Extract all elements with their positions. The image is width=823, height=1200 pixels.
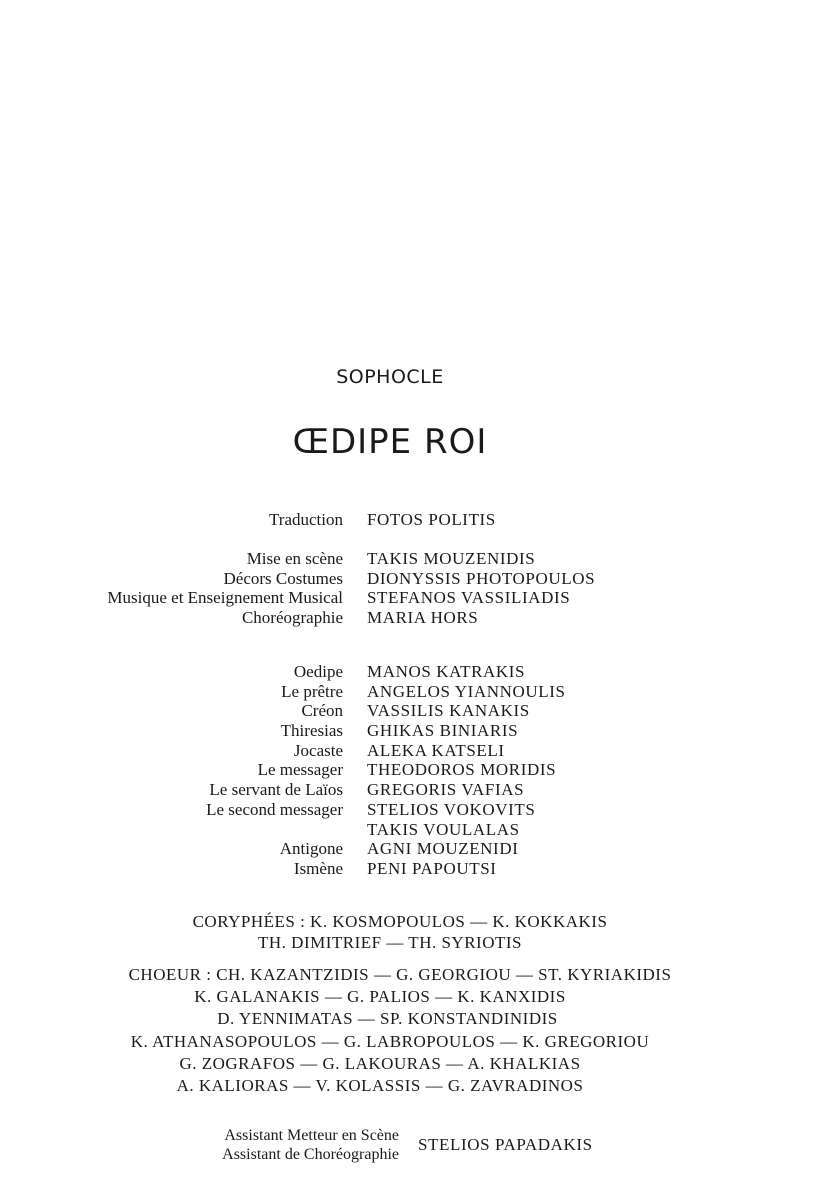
coryphees-line: TH. DIMITRIEF — TH. SYRIOTIS <box>258 932 522 952</box>
cast-row <box>0 800 823 820</box>
author-name: SOPHOCLE <box>336 366 444 388</box>
play-title: ŒDIPE ROI <box>292 422 488 462</box>
credit-name: STEFANOS VASSILIADIS <box>367 588 571 608</box>
cast-actor: MANOS KATRAKIS <box>367 662 526 681</box>
cast-row <box>0 780 823 800</box>
assistant-role: Assistant de Choréographie <box>222 1146 399 1163</box>
crew-credits <box>0 549 823 628</box>
cast-row <box>0 859 823 879</box>
cast-row <box>0 682 823 702</box>
cast-role: Thiresias <box>280 721 343 741</box>
assistant-roles <box>222 1126 399 1164</box>
cast-actor: ANGELOS YIANNOULIS <box>367 681 566 701</box>
cast-role: Jocaste <box>293 740 343 760</box>
choeur-line: D. YENNIMATAS — SP. KONSTANDINIDIS <box>217 1009 558 1029</box>
cast-actor: AGNI MOUZENIDI <box>367 839 519 859</box>
cast-actor: ALEKA KATSELI <box>367 740 505 760</box>
cast-row <box>0 701 823 721</box>
credit-row <box>0 608 823 628</box>
credit-role: Musique et Enseignement Musical <box>107 588 343 608</box>
choeur-line: K. GALANAKIS — G. PALIOS — K. KANXIDIS <box>194 987 566 1007</box>
credit-name: DIONYSSIS PHOTOPOULOS <box>367 568 596 588</box>
credit-name: TAKIS MOUZENIDIS <box>367 549 536 568</box>
credit-row <box>0 569 823 589</box>
cast-actor: GREGORIS VAFIAS <box>367 780 525 800</box>
coryphees-line: CORYPHÉES : K. KOSMOPOULOS — K. KOKKAKIS <box>192 912 608 931</box>
assistant-name: STELIOS PAPADAKIS <box>418 1135 593 1154</box>
cast-list <box>0 662 823 879</box>
cast-actor: TAKIS VOULALAS <box>367 819 520 839</box>
cast-actor: GHIKAS BINIARIS <box>367 721 519 741</box>
choeur-block <box>0 964 760 1097</box>
credit-row <box>0 588 823 608</box>
cast-row <box>0 662 823 682</box>
cast-role: Le prêtre <box>281 681 343 701</box>
cast-row <box>0 721 823 741</box>
cast-role: Le messager <box>257 760 343 780</box>
credit-name: FOTOS POLITIS <box>367 510 496 529</box>
cast-row <box>0 820 823 840</box>
cast-role: Ismène <box>293 858 343 878</box>
credit-role: Mise en scène <box>246 549 343 568</box>
cast-row <box>0 760 823 780</box>
cast-role: Le servant de Laïos <box>209 780 343 800</box>
credit-role: Choréographie <box>241 608 343 628</box>
cast-actor: THEODOROS MORIDIS <box>367 760 557 780</box>
cast-role: Créon <box>301 701 343 721</box>
choeur-line: G. ZOGRAFOS — G. LAKOURAS — A. KHALKIAS <box>179 1053 581 1073</box>
choeur-line: K. ATHANASOPOULOS — G. LABROPOULOS — K. GREGORIOU <box>130 1031 650 1051</box>
coryphees-block <box>0 912 760 953</box>
cast-actor: STELIOS VOKOVITS <box>367 799 536 819</box>
cast-role: Le second messager <box>206 799 343 819</box>
credit-role: Décors Costumes <box>223 568 343 588</box>
cast-role: Oedipe <box>293 662 343 681</box>
credit-name: MARIA HORS <box>367 608 479 628</box>
credit-row <box>0 510 823 530</box>
choeur-line: A. KALIORAS — V. KOLASSIS — G. ZAVRADINOS <box>176 1076 584 1096</box>
cast-row <box>0 839 823 859</box>
cast-actor: PENI PAPOUTSI <box>367 858 497 878</box>
assistant-role: Assistant Metteur en Scène <box>224 1127 399 1144</box>
credit-row <box>0 549 823 569</box>
credit-role: Traduction <box>269 510 343 529</box>
cast-actor: VASSILIS KANAKIS <box>367 701 530 721</box>
translation-credit <box>0 510 823 530</box>
choeur-line: CHOEUR : CH. KAZANTZIDIS — G. GEORGIOU — ST. KYRIAKIDIS <box>128 965 672 984</box>
cast-row <box>0 741 823 761</box>
cast-role: Antigone <box>279 839 343 859</box>
